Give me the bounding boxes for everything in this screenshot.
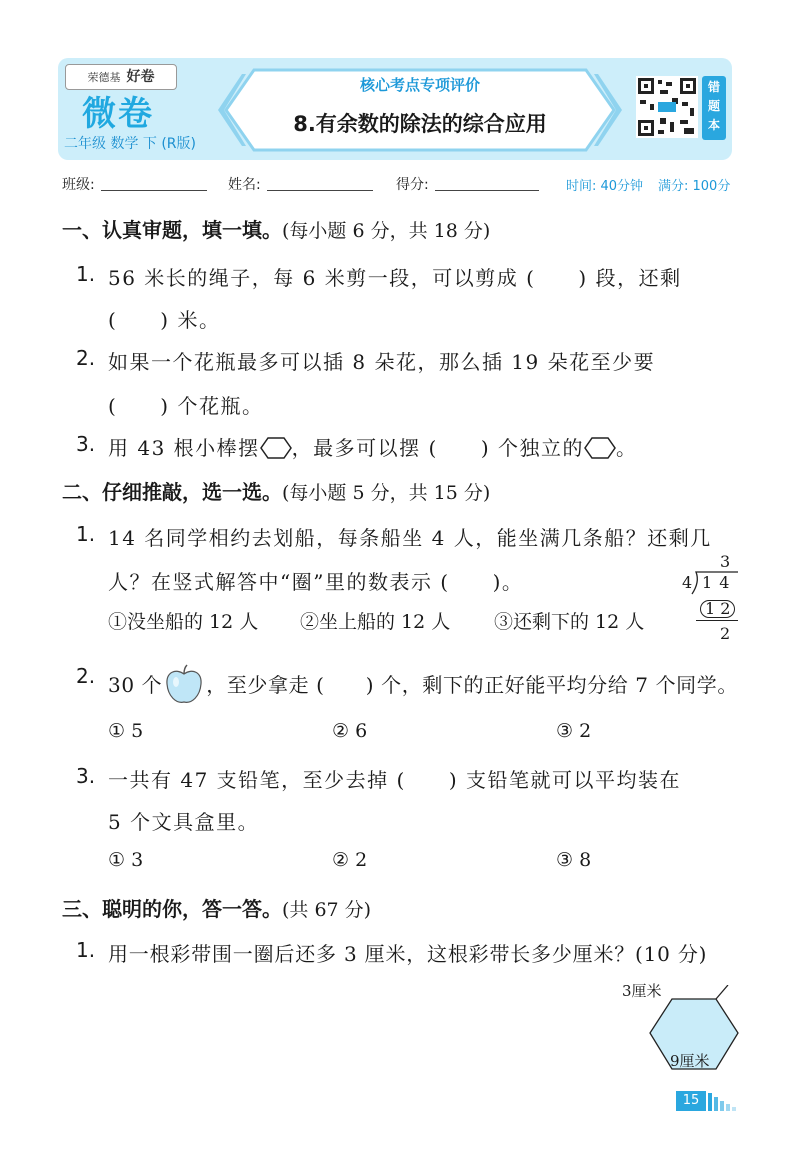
- page-title: 8.有余数的除法的综合应用: [293, 112, 547, 136]
- question-text: 人？在竖式解答中“圈”里的数表示 ( )。: [108, 570, 524, 594]
- name-field: 姓名:: [228, 174, 373, 194]
- option-3[interactable]: ③还剩下的 12 人: [494, 611, 645, 633]
- division-remainder: 2: [720, 624, 731, 643]
- series-title: 微卷: [82, 94, 154, 134]
- division-circled-product: 1 2: [700, 600, 735, 618]
- option-1[interactable]: ① 3: [108, 849, 144, 871]
- time-limit: 时间: 40分钟: [566, 179, 644, 194]
- division-quotient: 3: [720, 552, 731, 571]
- qr-code-icon[interactable]: [636, 76, 698, 138]
- section-2-heading: 二、仔细推敲，选一选。(每小题 5 分，共 15 分): [62, 480, 491, 504]
- question-number: 1.: [76, 262, 96, 286]
- name-blank[interactable]: [267, 176, 373, 191]
- option-3[interactable]: ③ 2: [556, 720, 592, 742]
- question-text: 30 个 ，至少拿走 ( ) 个，剩下的正好能平均分给 7 个同学。: [108, 664, 738, 706]
- class-blank[interactable]: [101, 176, 207, 191]
- division-rule: [696, 620, 738, 621]
- long-division: [680, 552, 740, 652]
- question-number: 1.: [76, 938, 96, 962]
- option-3[interactable]: ③ 8: [556, 849, 592, 871]
- question-number: 3.: [76, 432, 96, 456]
- option-2[interactable]: ② 6: [332, 720, 368, 742]
- question-number: 2.: [76, 346, 96, 370]
- class-field: 班级:: [62, 174, 207, 194]
- question-text: 如果一个花瓶最多可以插 8 朵花，那么插 19 朵花至少要: [108, 350, 656, 374]
- question-number: 2.: [76, 664, 96, 688]
- section-1-heading: 一、认真审题，填一填。(每小题 6 分，共 18 分): [62, 218, 491, 242]
- option-1[interactable]: ① 5: [108, 720, 144, 742]
- error-book-tab[interactable]: 错 题 本: [702, 76, 726, 140]
- hexagon-icon: [260, 437, 292, 459]
- question-text: 一共有 47 支铅笔，至少去掉 ( ) 支铅笔就可以平均装在: [108, 768, 681, 792]
- division-dividend: 1 4: [702, 573, 731, 592]
- question-text: ( ) 米。: [108, 308, 221, 332]
- section-3-heading: 三、聪明的你，答一答。(共 67 分): [62, 897, 372, 921]
- question-text: 用 43 根小棒摆 ，最多可以摆 ( ) 个独立的 。: [108, 436, 638, 460]
- division-divisor: 4: [682, 573, 693, 592]
- score-blank[interactable]: [435, 176, 539, 191]
- hexagon-icon: [584, 437, 616, 459]
- side-length-label: 9厘米: [670, 1052, 710, 1070]
- apple-icon: [164, 664, 204, 706]
- grade-label: 二年级 数学 下 (R版): [64, 136, 197, 152]
- publisher-name: 荣德基: [87, 71, 121, 84]
- question-text: 用一根彩带围一圈后还多 3 厘米，这根彩带长多少厘米？(10 分): [108, 942, 708, 966]
- full-score: 满分: 100分: [658, 179, 731, 194]
- score-field: 得分:: [396, 174, 539, 194]
- page-bars-icon: [708, 1091, 738, 1111]
- page-number: 15: [676, 1091, 706, 1111]
- option-2[interactable]: ② 2: [332, 849, 368, 871]
- question-text: 5 个文具盒里。: [108, 810, 260, 834]
- question-text: 56 米长的绳子，每 6 米剪一段，可以剪成 ( ) 段，还剩: [108, 266, 682, 290]
- option-2[interactable]: ②坐上船的 12 人: [300, 611, 451, 633]
- question-number: 3.: [76, 764, 96, 788]
- question-text: 14 名同学相约去划船，每条船坐 4 人，能坐满几条船？还剩几: [108, 526, 712, 550]
- subtitle: 核心考点专项评价: [359, 76, 480, 94]
- option-1[interactable]: ①没坐船的 12 人: [108, 611, 259, 633]
- extra-length-label: 3厘米: [622, 982, 662, 1000]
- question-number: 1.: [76, 522, 96, 546]
- question-text: ( ) 个花瓶。: [108, 394, 264, 418]
- brand-mark: 好卷: [126, 69, 155, 85]
